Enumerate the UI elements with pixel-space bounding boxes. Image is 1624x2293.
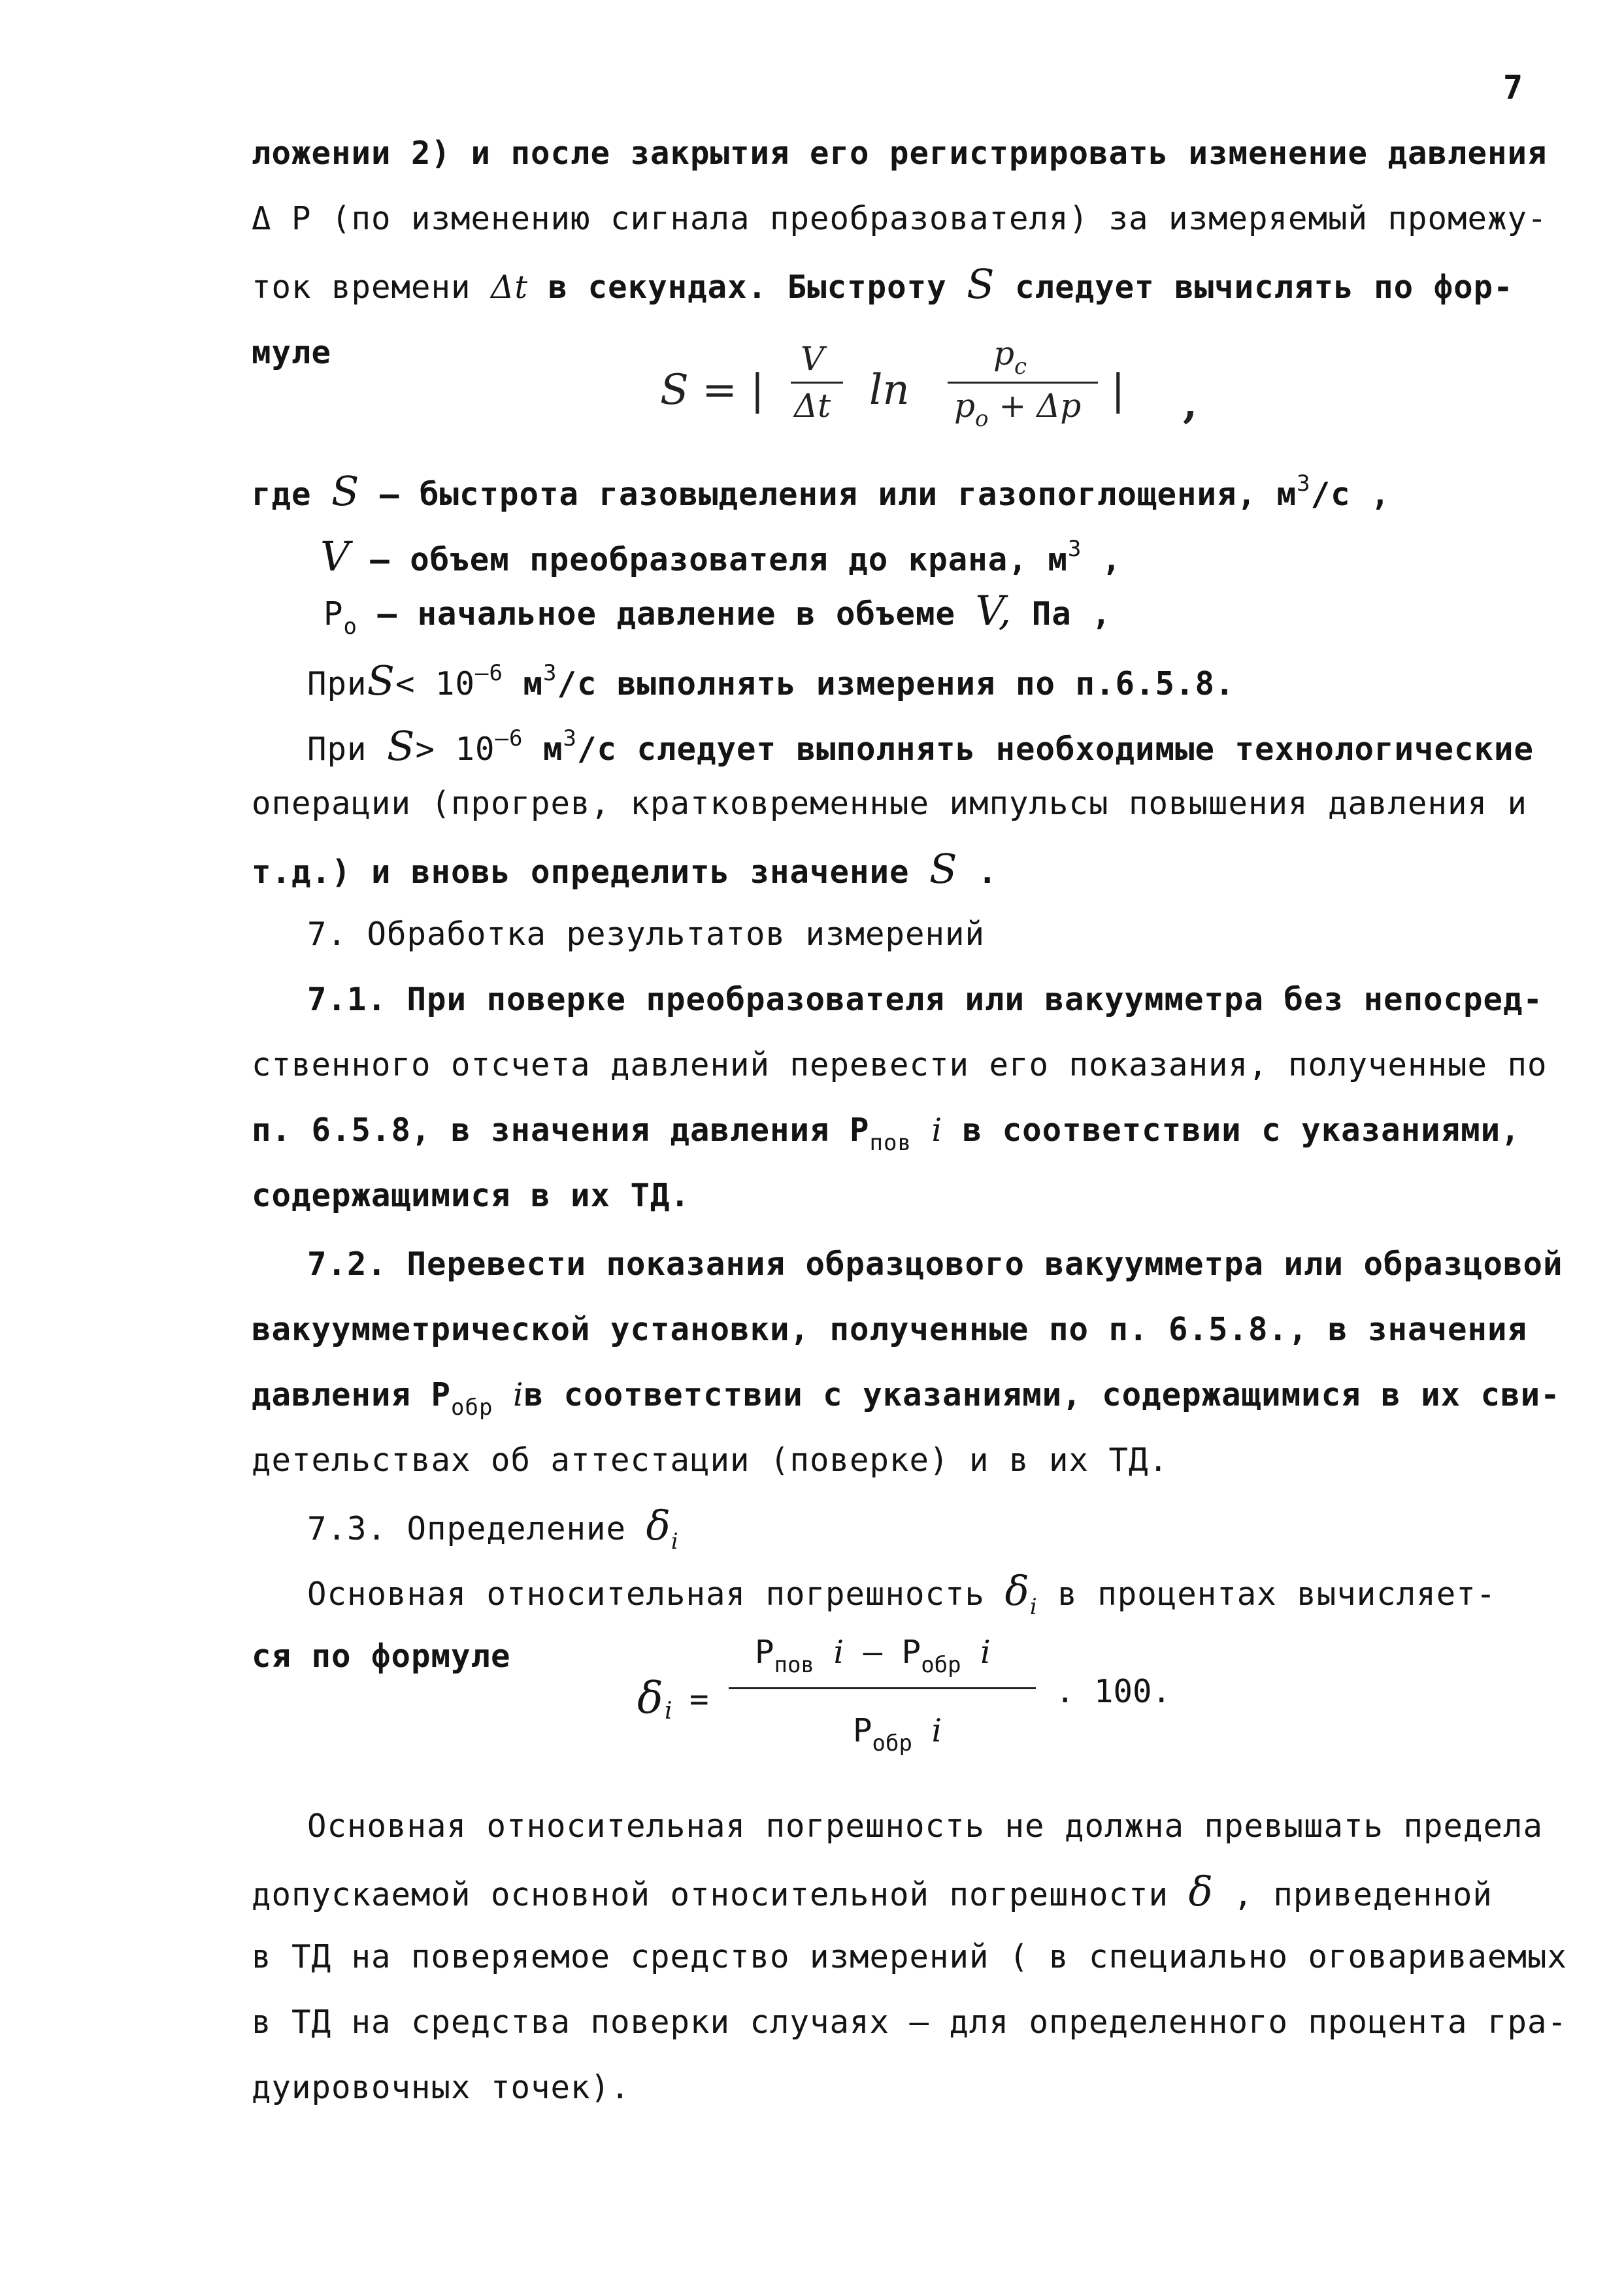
formula-delta-t: Δt (794, 387, 831, 425)
text-fragment: давления Р (252, 1376, 452, 1413)
p-symbol: p (993, 335, 1015, 372)
final-paragraph-line-2 (252, 1868, 1493, 1915)
subscript: c (1014, 354, 1027, 380)
delta-p: + Δp (999, 387, 1082, 425)
index-symbol: i (931, 1112, 943, 1149)
section-7-2-line-1: 7.2. Перевести показания образцового вакуумметра или образцовой (307, 1245, 1563, 1283)
text-fragment: в секундах. Быстроту (548, 269, 947, 306)
text-fragment: , (1101, 541, 1122, 578)
text-fragment: в соответствии с указаниями, содержащимися в их сви- (523, 1376, 1561, 1413)
fraction-line (948, 382, 1098, 384)
s-symbol: S (967, 260, 995, 308)
superscript: –6 (475, 660, 503, 686)
text-fragment: . (978, 853, 998, 891)
text-line-2-content: Δ Р (по изменению сигнала преобразователя) за измеряемый промежу- (252, 200, 1548, 237)
unit-tail: /с , (1310, 476, 1391, 513)
formula-denominator (954, 387, 1081, 432)
v-symbol: V (320, 533, 350, 580)
text-fragment: – начальное давление в объеме (377, 595, 956, 633)
times-hundred: . 100. (1055, 1673, 1172, 1710)
text-fragment: в соответствии с указаниями, (962, 1112, 1521, 1149)
minus-sign: – (863, 1634, 883, 1671)
definition-s (252, 464, 1391, 514)
superscript: 3 (543, 660, 557, 686)
section-7-3-heading (307, 1502, 679, 1561)
condition-2-line-2: операции (прогрев, кратковременные импульсы повышения давления и (252, 785, 1528, 822)
unit: м (1276, 476, 1297, 513)
formula-comma: , (1183, 379, 1198, 428)
section-7-1-line-1: 7.1. При поверке преобразователя или вакуумметра без непосред- (307, 981, 1544, 1018)
s-symbol: S (331, 467, 360, 515)
delta-symbol: δ (637, 1673, 663, 1723)
subscript: i (1029, 1594, 1038, 1620)
final-paragraph-line-4: в ТД на средства поверки случаях – для определенного процента гра- (252, 2004, 1568, 2041)
fraction-line (791, 382, 843, 384)
condition-1 (307, 653, 1235, 704)
formula-numerator (993, 335, 1027, 380)
text-fragment: /с следует выполнять необходимые технологические (577, 731, 1534, 768)
condition-2-line-3 (252, 845, 998, 893)
text-line-4: муле (252, 334, 332, 371)
error-definition-line-2: ся по формуле (252, 1638, 511, 1675)
text-fragment: допускаемой основной относительной погрешности (252, 1876, 1169, 1913)
equals-sign: = (689, 1681, 709, 1718)
superscript: –6 (495, 725, 523, 751)
formula-volume: V (801, 340, 825, 378)
definition-v (320, 529, 1121, 580)
formula-lhs: S = | (660, 366, 765, 414)
s-symbol: S (367, 657, 395, 704)
subscript: обр (451, 1394, 493, 1421)
superscript: 3 (563, 725, 577, 751)
unit: Па , (1031, 595, 1112, 633)
superscript: 3 (1297, 470, 1311, 497)
text-fragment: > 10 (415, 731, 495, 768)
p-symbol: Р (853, 1712, 872, 1749)
subscript: o (975, 406, 989, 432)
page-number: 7 (1503, 69, 1523, 107)
subscript: i (671, 1528, 679, 1555)
error-definition-line-1 (307, 1567, 1497, 1626)
text-fragment: 7.3. Определение (307, 1510, 627, 1547)
final-paragraph-line-5: дуировочных точек). (252, 2069, 631, 2106)
text-fragment: ток времени (252, 269, 471, 306)
text-fragment: – объем преобразователя до крана, (370, 541, 1028, 578)
section-7-1-line-2: ственного отсчета давлений перевести его показания, полученные по (252, 1046, 1548, 1083)
definition-p0 (323, 587, 1112, 646)
p-symbol: Р (755, 1634, 774, 1671)
superscript: 3 (1067, 536, 1082, 562)
formula-ln: ln (869, 366, 910, 414)
unit: м (543, 731, 563, 768)
section-7-heading: 7. Обработка результатов измерений (307, 916, 986, 953)
subscript: i (665, 1698, 672, 1724)
text-fragment: < 10 (395, 665, 476, 702)
text-fragment: в процентах вычисляет- (1057, 1575, 1497, 1613)
s-symbol: S (387, 722, 416, 770)
delta-t-symbol: Δt (491, 269, 529, 306)
error-formula (637, 1634, 1225, 1790)
condition-2 (307, 719, 1534, 769)
v-symbol: V, (975, 587, 1012, 635)
s-symbol: S (929, 845, 958, 893)
index-symbol: i (980, 1634, 991, 1671)
text-fragment: /с выполнять измерения по п.6.5.8. (557, 665, 1235, 702)
subscript: пов (869, 1130, 912, 1156)
subscript: о (343, 614, 357, 640)
subscript: обр (921, 1652, 961, 1678)
text-fragment: т.д.) и вновь определить значение (252, 853, 910, 891)
delta-symbol: δ (1188, 1868, 1214, 1915)
text-line-3 (252, 260, 1514, 308)
text-line-1: ложении 2) и после закрытия его регистрировать изменение давления (252, 135, 1548, 172)
index-symbol: i (512, 1376, 524, 1413)
section-7-1-line-4: содержащимися в их ТД. (252, 1177, 691, 1214)
final-paragraph-line-1: Основная относительная погрешность не должна превышать предела (307, 1807, 1544, 1845)
section-7-2-line-3 (252, 1376, 1561, 1427)
p-symbol: Р (323, 595, 344, 633)
formula-abs-bar: | (1111, 366, 1125, 414)
text-line-2 (252, 199, 1548, 239)
text-fragment: п. 6.5.8, в значения давления Р (252, 1112, 870, 1149)
text-fragment: – быстрота газовыделения или газопоглощения, (380, 476, 1257, 513)
p-symbol: Р (901, 1634, 921, 1671)
text-fragment: , приведенной (1233, 1876, 1493, 1913)
delta-symbol: δ (1004, 1567, 1030, 1615)
section-7-1-line-3 (252, 1111, 1521, 1163)
index-symbol: i (833, 1634, 844, 1671)
p-symbol: p (954, 387, 976, 425)
section-7-2-line-2: вакуумметрической установки, полученные по п. 6.5.8., в значения (252, 1311, 1528, 1348)
formula-numerator (755, 1634, 991, 1678)
index-symbol: i (931, 1712, 942, 1749)
fraction-line (729, 1687, 1036, 1689)
text-fragment: следует вычислять по фор- (1015, 269, 1514, 306)
formula-denominator (853, 1712, 942, 1757)
delta-symbol: δ (646, 1502, 671, 1549)
subscript: пов (774, 1652, 814, 1678)
text-fragment: Основная относительная погрешность (307, 1575, 986, 1613)
section-7-2-line-4: детельствах об аттестации (поверке) и в их ТД. (252, 1442, 1169, 1479)
text-fragment: При (307, 731, 367, 768)
unit: м (1048, 541, 1068, 578)
unit: м (523, 665, 543, 702)
subscript: обр (872, 1730, 912, 1757)
text-fragment: где (252, 476, 312, 513)
final-paragraph-line-3: в ТД на поверяемое средство измерений ( в специально оговариваемых (252, 1938, 1568, 1975)
text-fragment: При (307, 665, 367, 702)
